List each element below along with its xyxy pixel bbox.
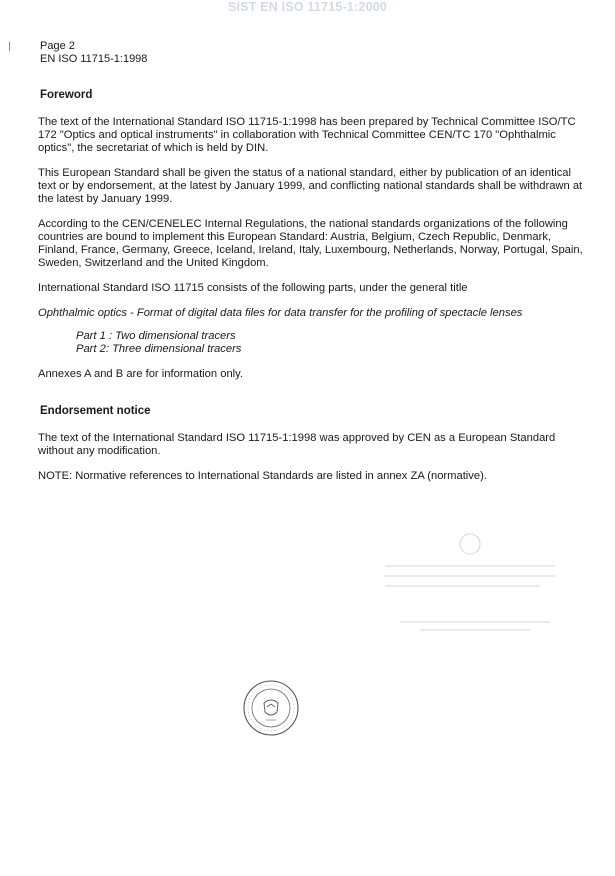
watermark: SIST EN ISO 11715-1:2000 (227, 0, 388, 14)
document-body (38, 89, 586, 495)
foreword-paragraph: International Standard ISO 11715 consists of the following parts, under the general title (38, 282, 468, 294)
foreword-paragraph: This European Standard shall be given the status of a national standard, either by publication of an identical text or by endorsement, at the latest by January 1999, and conflicting national standards shall be withdrawn at the latest by January 1999. (38, 167, 583, 205)
bleed-through-artifact (380, 530, 570, 640)
page-number: Page 2 (40, 40, 75, 52)
seal-stamp (242, 679, 300, 737)
general-title: Ophthalmic optics - Format of digital data files for data transfer for the profiling of spectacle lenses (38, 307, 523, 319)
margin-mark (9, 42, 10, 51)
endorsement-heading: Endorsement notice (40, 405, 151, 417)
part-item: Part 1 : Two dimensional tracers (76, 330, 236, 342)
page-header (40, 40, 147, 66)
endorsement-paragraph: The text of the International Standard ISO 11715-1:1998 was approved by CEN as a European Standard without any modification. (38, 432, 556, 457)
foreword-paragraph: According to the CEN/CENELEC Internal Regulations, the national standards organizations of the following countries are bound to implement this European Standard: Austria, Belgium, Czech Republic, Denmark, Finland, France, Germany, Greece, Iceland, Ireland, Italy, Luxembourg, Netherlands, Norway, Portugal, Spain, Sweden, Switzerland and the United Kingdom. (38, 218, 583, 269)
annexes-note: Annexes A and B are for information only. (38, 368, 244, 380)
foreword-paragraph: The text of the International Standard ISO 11715-1:1998 has been prepared by Technical Committee ISO/TC 172 "Optics and optical instruments" in collaboration with Technical Committee CEN/TC 170 "Ophthalmic optics", the secretariat of which is held by DIN. (38, 116, 576, 154)
foreword-heading: Foreword (40, 89, 93, 101)
standard-number: EN ISO 11715-1:1998 (40, 53, 148, 65)
part-item: Part 2: Three dimensional tracers (76, 343, 242, 355)
parts-list (76, 330, 586, 356)
endorsement-note: NOTE: Normative references to International Standards are listed in annex ZA (normative). (38, 470, 487, 482)
